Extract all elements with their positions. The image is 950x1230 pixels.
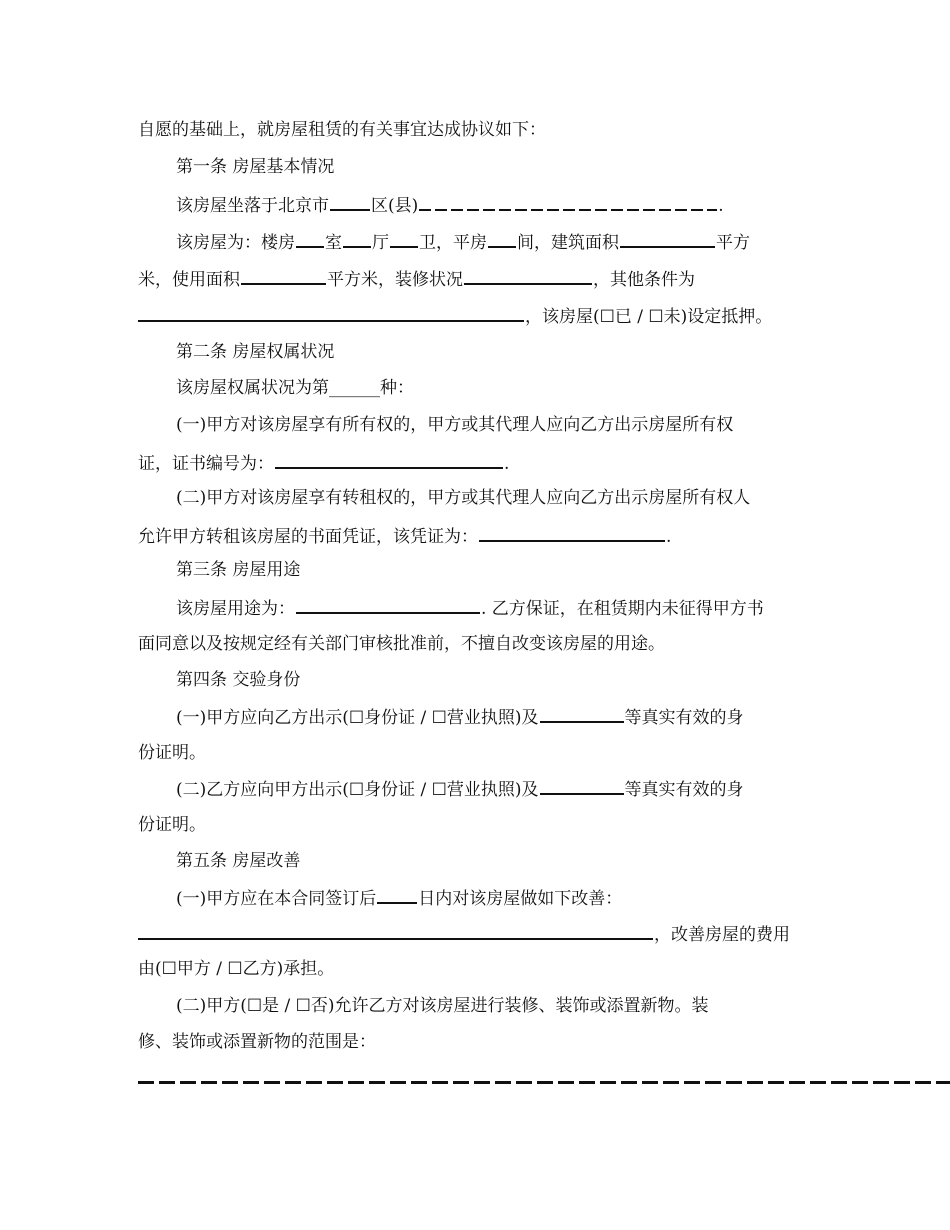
article-4-item-2-cont <box>138 813 206 837</box>
blank-landlord-id-other[interactable] <box>540 704 624 723</box>
text: 平方米，装修状况 <box>327 270 463 290</box>
article-2-type <box>176 376 414 400</box>
text: 等真实有效的身 <box>624 708 744 728</box>
article-4-title <box>176 668 300 692</box>
text: 卫，平房 <box>419 233 487 253</box>
blank-building-area[interactable] <box>620 229 715 248</box>
text: . <box>666 527 672 547</box>
heading: 第二条 房屋权属状况 <box>176 342 335 362</box>
text: 室 <box>325 233 342 253</box>
blank-address[interactable] <box>419 194 717 211</box>
heading: 第三条 房屋用途 <box>176 560 301 580</box>
text: 该房屋坐落于北京市 <box>176 196 329 216</box>
article-3-usage <box>176 595 764 619</box>
text: 区(县) <box>371 196 419 216</box>
article-2-item-1 <box>176 413 733 437</box>
text: 米，使用面积 <box>138 270 240 290</box>
article-4-item-1 <box>176 704 744 728</box>
article-1-location <box>176 192 724 216</box>
blank-district[interactable] <box>330 192 370 211</box>
article-4-item-2 <box>176 776 744 800</box>
text: 该房屋为：楼房 <box>176 233 295 253</box>
blank-certificate-number[interactable] <box>275 450 503 469</box>
article-5-item-1-cost <box>138 957 334 981</box>
text: (二)甲方对该房屋享有转租权的，甲方或其代理人应向乙方出示房屋所有权人 <box>176 488 751 508</box>
heading: 第四条 交验身份 <box>176 670 301 690</box>
text: 由(☐甲方 / ☐乙方)承担。 <box>138 959 335 979</box>
blank-decoration[interactable] <box>464 266 592 285</box>
article-3-usage-cont <box>138 632 665 656</box>
text: (一)甲方对该房屋享有所有权的，甲方或其代理人应向乙方出示房屋所有权 <box>176 415 734 435</box>
article-2-item-1-cont <box>138 450 509 474</box>
blank-usable-area[interactable] <box>241 266 326 285</box>
text: 证，证书编号为： <box>138 454 274 474</box>
blank-decoration-scope[interactable] <box>138 1081 950 1084</box>
article-1-title <box>176 155 334 179</box>
blank-sublease-proof[interactable] <box>479 523 665 542</box>
text: 平方 <box>716 233 750 253</box>
blank-bungalow-rooms[interactable] <box>488 229 516 248</box>
article-5-title <box>176 849 300 873</box>
blank-improvements[interactable] <box>138 921 653 940</box>
text: 允许甲方转租该房屋的书面凭证，该凭证为： <box>138 527 478 547</box>
article-3-title <box>176 558 300 582</box>
text: 间，建筑面积 <box>517 233 619 253</box>
text: 份证明。 <box>138 743 206 763</box>
heading: 第五条 房屋改善 <box>176 851 301 871</box>
text: . 乙方保证，在租赁期内未征得甲方书 <box>481 599 764 619</box>
text: 日内对该房屋做如下改善： <box>418 889 623 909</box>
blank-other-conditions[interactable] <box>138 303 524 322</box>
text: 面同意以及按规定经有关部门审核批准前，不擅自改变该房屋的用途。 <box>138 634 665 654</box>
blank-baths[interactable] <box>390 229 418 248</box>
blank-usage[interactable] <box>296 595 480 614</box>
text: (二)甲方(☐是 / ☐否)允许乙方对该房屋进行装修、装饰或添置新物。装 <box>176 996 709 1016</box>
heading: 第一条 房屋基本情况 <box>176 157 335 177</box>
text: 厅 <box>372 233 389 253</box>
article-2-item-2 <box>176 486 750 510</box>
text: ，改善房屋的费用 <box>654 925 790 945</box>
article-1-mortgage <box>138 303 772 327</box>
blank-halls[interactable] <box>343 229 371 248</box>
article-4-item-1-cont <box>138 741 206 765</box>
article-5-item-1-cont <box>138 921 790 945</box>
article-2-item-2-cont <box>138 523 671 547</box>
article-1-layout <box>176 229 750 253</box>
text: 份证明。 <box>138 815 206 835</box>
text: ，该房屋(☐已 / ☐未)设定抵押。 <box>525 307 773 327</box>
article-5-item-2-cont <box>138 1030 376 1054</box>
text: (二)乙方应向甲方出示(☐身份证 / ☐营业执照)及 <box>176 780 539 800</box>
blank-tenant-id-other[interactable] <box>540 776 624 795</box>
text: . <box>504 454 510 474</box>
blank-improvement-days[interactable] <box>377 885 417 904</box>
text: 修、装饰或添置新物的范围是： <box>138 1032 376 1052</box>
text: 该房屋用途为： <box>176 599 295 619</box>
text: 该房屋权属状况为第______种： <box>176 378 414 398</box>
text: ，其他条件为 <box>593 270 695 290</box>
article-5-item-2 <box>176 994 709 1018</box>
article-2-title <box>176 340 334 364</box>
text: . <box>718 196 724 216</box>
text: 自愿的基础上，就房屋租赁的有关事宜达成协议如下： <box>138 120 546 140</box>
article-5-item-1 <box>176 885 622 909</box>
text: (一)甲方应在本合同签订后 <box>176 889 377 909</box>
blank-rooms[interactable] <box>296 229 324 248</box>
paragraph-intro <box>138 118 546 142</box>
text: 等真实有效的身 <box>624 780 744 800</box>
article-1-area <box>138 266 695 290</box>
text: (一)甲方应向乙方出示(☐身份证 / ☐营业执照)及 <box>176 708 539 728</box>
